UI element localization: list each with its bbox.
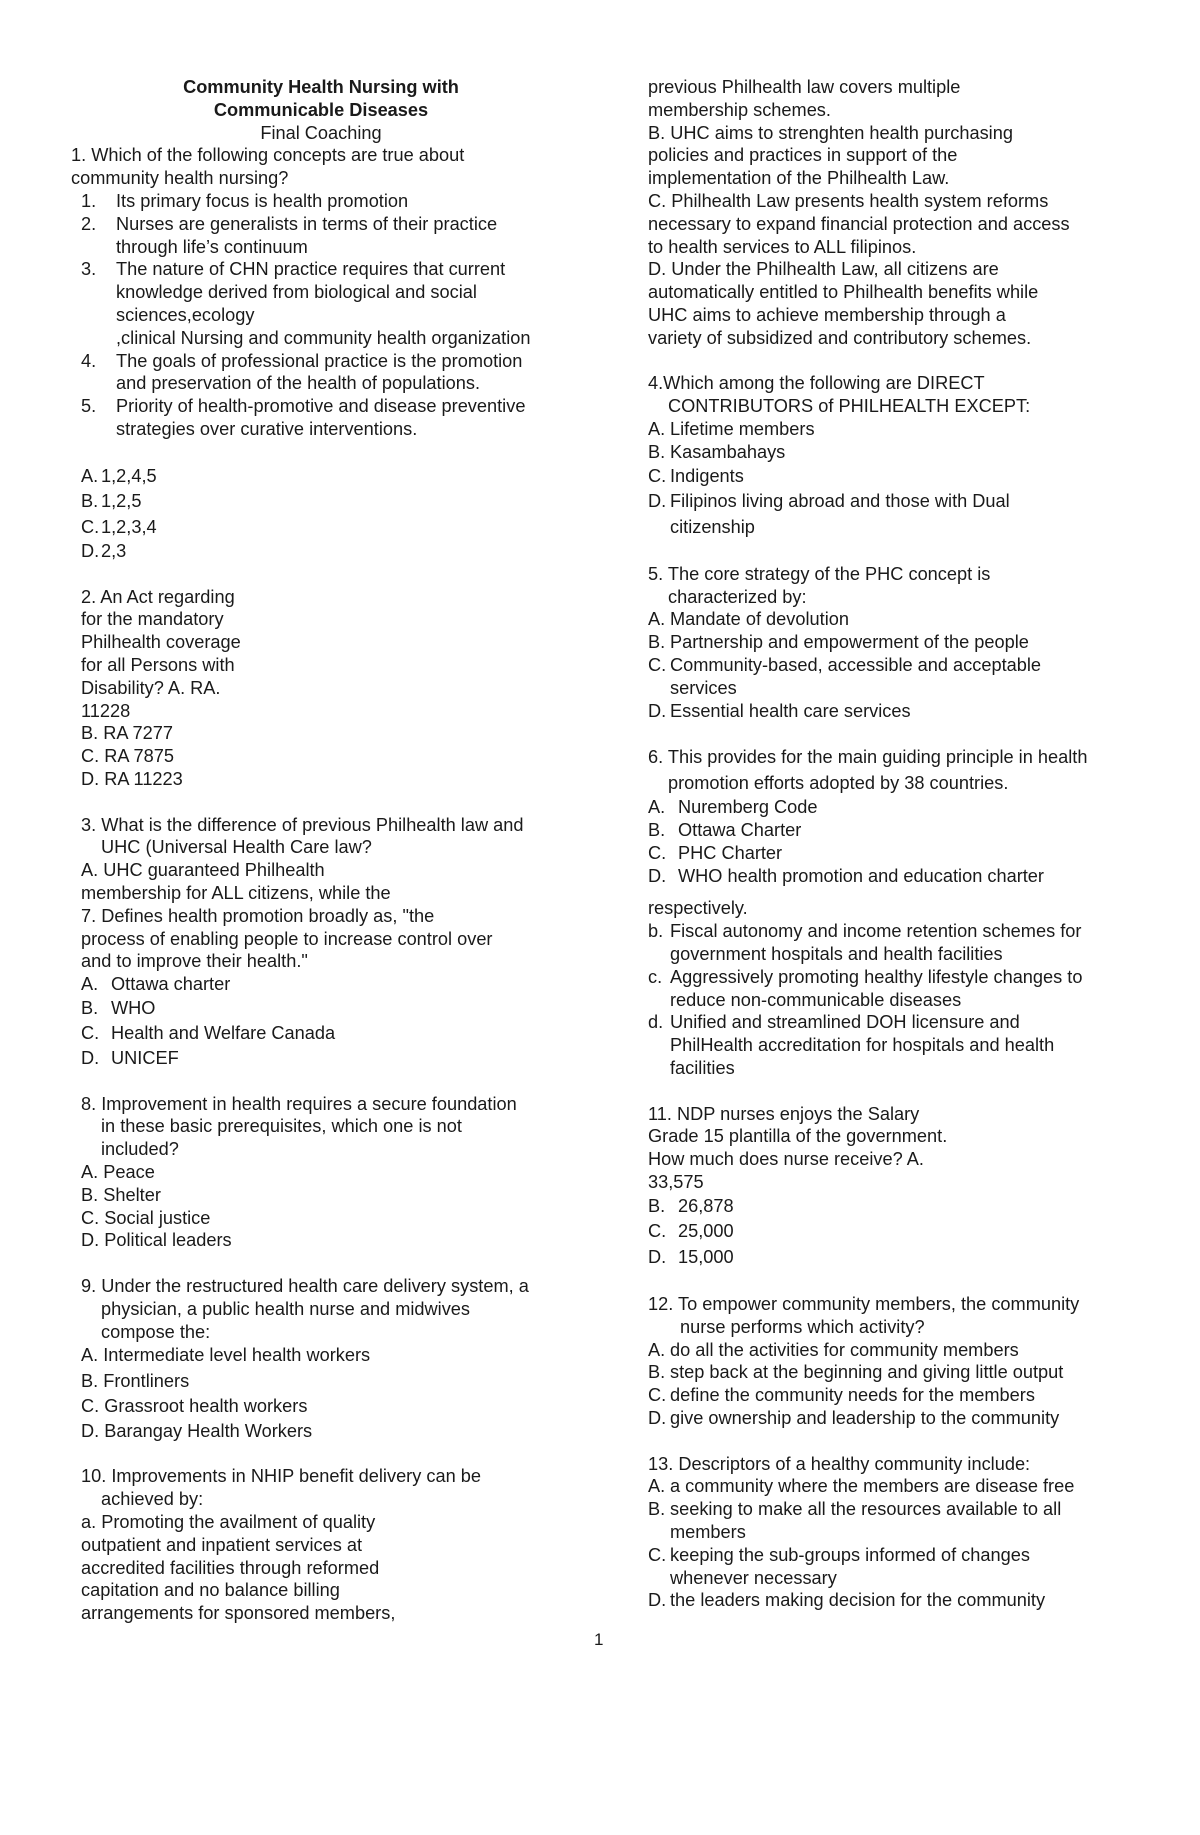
question-9	[71, 1275, 571, 1443]
answer-option	[648, 464, 1128, 490]
answer-option	[648, 1245, 1128, 1271]
answer-option	[648, 1339, 1128, 1362]
option-text: Aggressively promoting healthy lifestyle changes to	[670, 966, 1083, 987]
question-11	[648, 1103, 1128, 1271]
answer-option	[648, 842, 1128, 865]
answer-option	[648, 418, 1128, 441]
question-stem-line: in these basic prerequisites, which one is not	[101, 1116, 462, 1137]
statement-number: 3.	[81, 259, 97, 280]
option-letter: A.	[81, 1345, 99, 1366]
left-column	[71, 76, 571, 1625]
option-text: WHO health promotion and education charter	[678, 865, 1044, 886]
answer-option	[71, 464, 571, 490]
option-text: Peace	[103, 1161, 155, 1182]
doc-title-line1: Community Health Nursing with	[183, 77, 459, 97]
answer-line: policies and practices in support of the	[648, 145, 958, 166]
option-letter: D.	[648, 491, 667, 512]
option-text: seeking to make all the resources available to all	[670, 1499, 1062, 1520]
option-letter: B.	[81, 997, 99, 1018]
statement-line: Priority of health-promotive and disease preventive	[116, 396, 526, 417]
answer-option	[648, 819, 1128, 842]
option-text: Partnership and empowerment of the people	[670, 632, 1029, 653]
question-stem-line: included?	[101, 1139, 179, 1160]
option-letter: B.	[648, 1499, 666, 1520]
question-stem-line: 4.Which among the following are DIRECT	[648, 373, 985, 394]
option-letter: B.	[81, 1370, 99, 1391]
question-stem-line: nurse performs which activity?	[680, 1316, 925, 1337]
statement-line: The nature of CHN practice requires that current	[116, 259, 506, 280]
answer-line: capitation and no balance billing	[81, 1580, 340, 1601]
option-letter: D.	[81, 1420, 100, 1441]
answer-option	[81, 1161, 571, 1184]
option-letter: D.	[648, 1246, 667, 1267]
answer-line: a. Promoting the availment of quality	[81, 1512, 376, 1533]
answer-option	[71, 1047, 571, 1070]
answer-line: previous Philhealth law covers multiple	[648, 77, 961, 97]
option-text: a community where the members are disease free	[670, 1476, 1075, 1497]
option-text: 26,878	[678, 1195, 734, 1216]
option-text: Kasambahays	[670, 441, 786, 462]
question-line: C. RA 7875	[81, 746, 175, 767]
statement-item	[71, 350, 571, 396]
question-line: for the mandatory	[81, 609, 224, 630]
statement-item	[71, 258, 571, 349]
option-text: give ownership and leadership to the community	[670, 1408, 1060, 1429]
option-text: Social justice	[104, 1207, 211, 1228]
answer-option	[648, 608, 1128, 631]
option-letter: D.	[648, 1408, 667, 1429]
option-letter: A.	[648, 1476, 666, 1497]
option-letter: D.	[648, 700, 667, 721]
answer-option	[81, 1207, 571, 1230]
answer-option	[648, 1384, 1128, 1407]
question-line: for all Persons with	[81, 655, 235, 676]
answer-option	[648, 1407, 1128, 1430]
option-text: Unified and streamlined DOH licensure and	[670, 1012, 1020, 1033]
question-stem-line: compose the:	[101, 1321, 211, 1342]
option-letter: B.	[648, 632, 666, 653]
option-letter: C.	[648, 465, 667, 486]
answer-option	[71, 515, 571, 541]
answer-option	[648, 654, 1128, 700]
option-text: members	[670, 1522, 746, 1543]
statement-line: through life’s continuum	[116, 236, 308, 257]
option-letter: C.	[648, 655, 667, 676]
option-text: Community-based, accessible and acceptable	[670, 655, 1042, 676]
option-text: do all the activities for community members	[670, 1339, 1019, 1360]
option-letter: c.	[648, 966, 663, 987]
answer-line: outpatient and inpatient services at	[81, 1534, 363, 1555]
question-line: Disability? A. RA.	[81, 677, 221, 698]
question-stem-line: UHC (Universal Health Care law?	[101, 837, 372, 858]
answer-line: arrangements for sponsored members,	[81, 1603, 396, 1624]
question-line: 2. An Act regarding	[81, 586, 235, 607]
option-text: Nuremberg Code	[678, 797, 818, 818]
option-text: Essential health care services	[670, 700, 911, 721]
option-letter: B.	[648, 441, 666, 462]
statement-line: knowledge derived from biological and social	[116, 282, 477, 303]
answer-option	[81, 1369, 571, 1395]
answer-option	[648, 920, 1128, 966]
answer-option	[648, 1219, 1128, 1245]
answer-option	[648, 489, 1128, 540]
question-line: Grade 15 plantilla of the government.	[648, 1126, 948, 1147]
option-letter: b.	[648, 921, 664, 942]
question-7	[71, 905, 571, 973]
question-10-continued	[648, 897, 1128, 1079]
answer-line: membership schemes.	[648, 99, 831, 120]
option-text: facilities	[670, 1057, 735, 1078]
option-letter: A.	[81, 1161, 99, 1182]
option-letter: B.	[648, 1362, 666, 1383]
question-stem-line: achieved by:	[101, 1489, 204, 1510]
option-letter: D.	[648, 865, 667, 886]
answer-option	[648, 700, 1128, 723]
option-text: step back at the beginning and giving little output	[670, 1362, 1064, 1383]
option-letter: C.	[81, 1023, 100, 1044]
option-letter: d.	[648, 1012, 664, 1033]
question-line: D. RA 11223	[81, 769, 183, 790]
answer-option	[648, 631, 1128, 654]
option-letter: D.	[81, 1047, 100, 1068]
question-stem-line: community health nursing?	[71, 168, 289, 189]
option-text: government hospitals and health facilities	[670, 944, 1003, 964]
option-text: define the community needs for the members	[670, 1385, 1035, 1406]
answer-option	[648, 966, 1128, 1012]
question-line: 11228	[81, 700, 131, 721]
option-text: whenever necessary	[670, 1567, 837, 1588]
question-line: 11. NDP nurses enjoys the Salary	[648, 1103, 920, 1124]
answer-option	[81, 1184, 571, 1207]
answer-option	[648, 1011, 1128, 1079]
question-stem-line: 6. This provides for the main guiding principle in health	[648, 747, 1088, 768]
option-text: Grassroot health workers	[104, 1396, 308, 1417]
option-letter: B.	[648, 820, 666, 841]
option-letter: D.	[81, 541, 100, 562]
answer-line: D. Under the Philhealth Law, all citizens are	[648, 259, 999, 280]
option-text: 1,2,5	[101, 491, 142, 512]
statement-number: 1.	[81, 190, 97, 211]
option-text: 2,3	[101, 541, 127, 562]
statement-item	[71, 190, 571, 213]
question-stem-line: 13. Descriptors of a healthy community include:	[648, 1453, 1031, 1474]
answer-option	[648, 865, 1128, 888]
answer-line: implementation of the Philhealth Law.	[648, 168, 950, 189]
answer-option	[648, 1475, 1128, 1498]
option-text: citizenship	[670, 516, 755, 537]
question-4	[648, 372, 1128, 540]
option-letter: C.	[648, 1385, 667, 1406]
answer-option	[648, 1194, 1128, 1220]
statement-line: sciences,ecology	[116, 304, 255, 325]
option-letter: B.	[648, 1195, 666, 1216]
answer-option	[81, 1394, 571, 1420]
option-text: Frontliners	[103, 1370, 190, 1391]
answer-option	[71, 996, 571, 1022]
statement-item	[71, 213, 571, 259]
answer-line: respectively.	[648, 898, 748, 919]
option-letter: C.	[81, 1396, 100, 1417]
statement-number: 4.	[81, 350, 97, 371]
answer-line: C. Philhealth Law presents health system reforms	[648, 190, 1049, 211]
question-line: 33,575	[648, 1171, 704, 1192]
option-text: Political leaders	[104, 1230, 232, 1251]
answer-option	[81, 1420, 571, 1443]
answer-line: B. UHC aims to strenghten health purchasing	[648, 122, 1013, 143]
answer-line: necessary to expand financial protection and access	[648, 213, 1070, 234]
question-stem-line: 12. To empower community members, the community	[648, 1294, 1080, 1315]
question-10	[71, 1465, 571, 1625]
question-1	[71, 144, 571, 562]
statement-line: strategies over curative interventions.	[116, 418, 418, 439]
question-stem-line: 8. Improvement in health requires a secure foundation	[81, 1093, 517, 1114]
title-block	[71, 76, 571, 144]
option-text: Mandate of devolution	[670, 609, 849, 630]
answer-line: variety of subsidized and contributory schemes.	[648, 327, 1032, 348]
option-text: WHO	[111, 997, 156, 1018]
question-stem-line: CONTRIBUTORS of PHILHEALTH EXCEPT:	[668, 396, 1031, 417]
answer-option	[648, 1589, 1128, 1612]
option-text: 15,000	[678, 1246, 734, 1267]
question-stem-line: 5. The core strategy of the PHC concept is	[648, 563, 991, 584]
question-stem-line: 9. Under the restructured health care delivery system, a	[81, 1275, 529, 1296]
option-letter: C.	[81, 1207, 100, 1228]
option-text: Intermediate level health workers	[103, 1345, 371, 1366]
question-3	[71, 814, 571, 905]
answer-option	[648, 1544, 1128, 1590]
option-text: services	[670, 677, 737, 698]
answer-option	[648, 441, 1128, 464]
option-text: 25,000	[678, 1221, 734, 1242]
statement-number: 5.	[81, 396, 97, 417]
option-text: PHC Charter	[678, 842, 783, 863]
answer-line: to health services to ALL filipinos.	[648, 236, 917, 257]
option-letter: D.	[648, 1590, 667, 1611]
option-text: UNICEF	[111, 1047, 179, 1068]
question-line: Philhealth coverage	[81, 632, 241, 653]
option-text: Indigents	[670, 465, 744, 486]
answer-line: UHC aims to achieve membership through a	[648, 304, 1006, 325]
answer-option	[648, 796, 1128, 819]
option-letter: B.	[81, 1184, 99, 1205]
answer-line: accredited facilities through reformed	[81, 1557, 380, 1578]
question-3-continued	[648, 76, 1128, 350]
option-letter: A.	[648, 797, 666, 818]
statement-line: Its primary focus is health promotion	[116, 190, 409, 211]
option-text: Fiscal autonomy and income retention schemes for	[670, 921, 1082, 942]
answer-option	[81, 1229, 571, 1252]
option-letter: C.	[648, 1221, 667, 1242]
option-letter: C.	[648, 842, 667, 863]
answer-line: membership for ALL citizens, while the	[81, 883, 391, 903]
statement-line: Nurses are generalists in terms of their practice	[116, 213, 498, 234]
statement-item	[71, 395, 571, 441]
question-12	[648, 1293, 1128, 1430]
option-letter: A.	[81, 974, 99, 995]
question-stem-line: and to improve their health."	[81, 951, 308, 972]
option-text: Lifetime members	[670, 418, 815, 439]
option-letter: C.	[81, 516, 100, 537]
answer-option	[81, 1343, 571, 1369]
option-letter: D.	[81, 1230, 100, 1251]
option-text: Shelter	[103, 1184, 161, 1205]
option-letter: A.	[648, 1339, 666, 1360]
answer-line: A. UHC guaranteed Philhealth	[81, 860, 325, 881]
question-stem-line: 1. Which of the following concepts are true about	[71, 145, 465, 166]
statement-line: and preservation of the health of populations.	[116, 373, 481, 394]
answer-option	[648, 1361, 1128, 1384]
option-text: PhilHealth accreditation for hospitals and health	[670, 1035, 1055, 1056]
option-text: Barangay Health Workers	[104, 1420, 313, 1441]
question-8	[71, 1093, 571, 1253]
question-6	[648, 745, 1128, 887]
right-column	[648, 76, 1128, 1612]
option-text: keeping the sub-groups informed of changes	[670, 1544, 1030, 1565]
option-letter: A.	[648, 418, 666, 439]
option-letter: B.	[81, 491, 99, 512]
answer-option	[71, 1021, 571, 1047]
option-text: Ottawa charter	[111, 974, 231, 995]
option-text: 1,2,3,4	[101, 516, 157, 537]
option-letter: C.	[648, 1544, 667, 1565]
question-stem-line: physician, a public health nurse and midwives	[101, 1298, 471, 1319]
statement-line: The goals of professional practice is the promotion	[116, 350, 523, 371]
statement-number: 2.	[81, 213, 97, 234]
question-stem-line: 10. Improvements in NHIP benefit delivery can be	[81, 1466, 481, 1487]
question-line: B. RA 7277	[81, 723, 174, 744]
question-stem-line: process of enabling people to increase control over	[81, 928, 493, 949]
doc-subtitle: Final Coaching	[260, 122, 382, 143]
answer-option	[71, 540, 571, 563]
question-2	[71, 586, 571, 791]
page-number: 1	[594, 1630, 604, 1649]
question-stem-line: 3. What is the difference of previous Philhealth law and	[81, 814, 524, 835]
option-text: Health and Welfare Canada	[111, 1023, 336, 1044]
question-stem-line: 7. Defines health promotion broadly as, "the	[81, 905, 435, 926]
option-text: Ottawa Charter	[678, 820, 802, 841]
option-letter: A.	[648, 609, 666, 630]
answer-option	[71, 973, 571, 996]
question-line: How much does nurse receive? A.	[648, 1149, 924, 1170]
question-13	[648, 1453, 1128, 1613]
question-stem-line: characterized by:	[668, 586, 807, 607]
option-text: Filipinos living abroad and those with Dual	[670, 491, 1010, 512]
question-5	[648, 563, 1128, 723]
option-text: reduce non-communicable diseases	[670, 989, 962, 1010]
statement-line: ,clinical Nursing and community health organization	[116, 327, 531, 348]
answer-line: automatically entitled to Philhealth benefits while	[648, 282, 1039, 303]
option-letter: A.	[81, 465, 99, 486]
option-text: 1,2,4,5	[101, 465, 157, 486]
option-text: the leaders making decision for the community	[670, 1590, 1046, 1611]
answer-option	[648, 1498, 1128, 1544]
answer-option	[71, 489, 571, 515]
question-stem-line: promotion efforts adopted by 38 countries.	[668, 772, 1009, 793]
doc-title-line2: Communicable Diseases	[213, 99, 429, 120]
